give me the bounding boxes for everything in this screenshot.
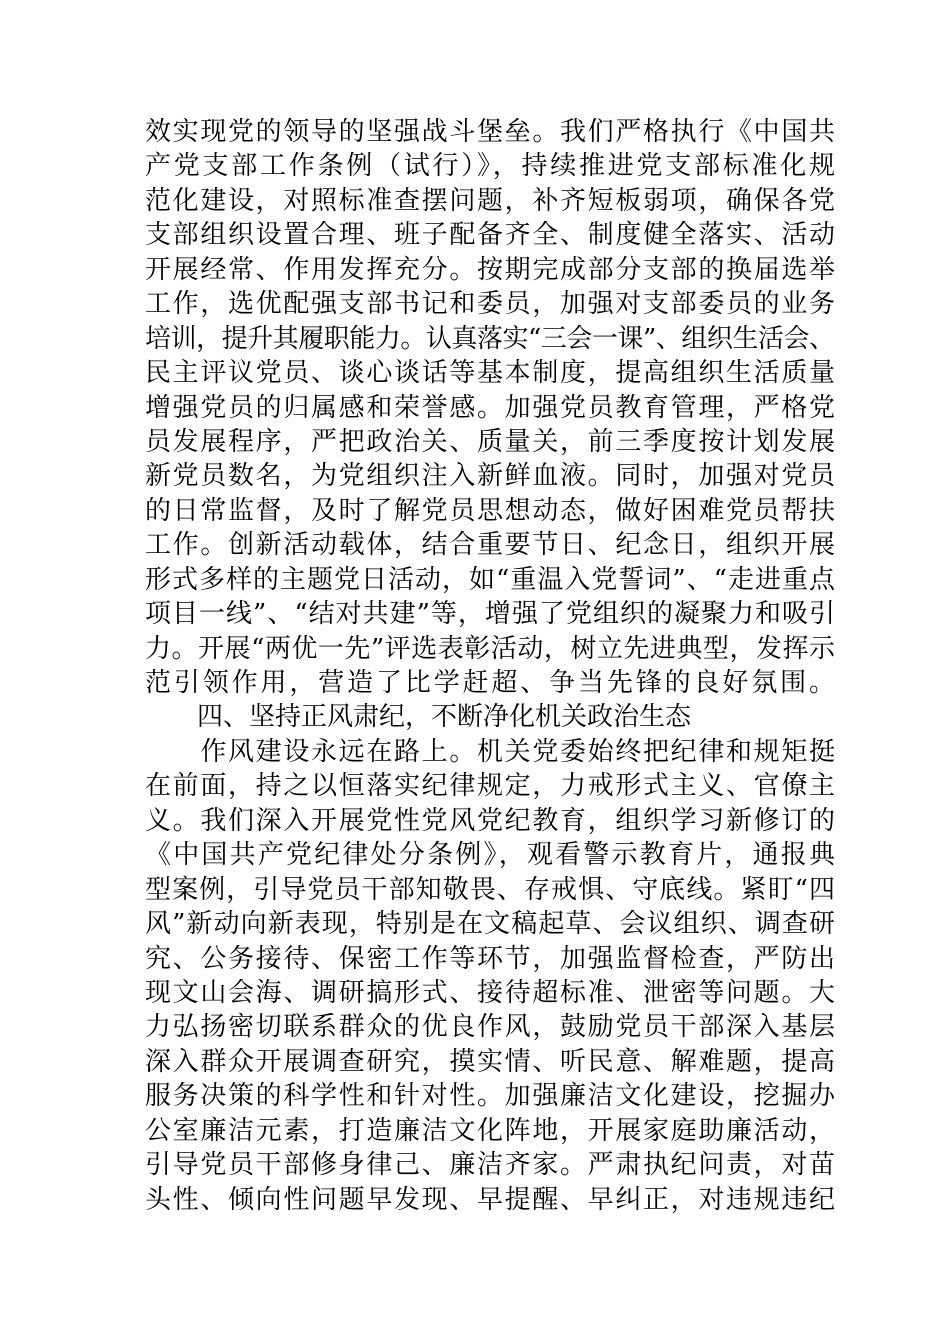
- text-line: 工作。创新活动载体，结合重要节日、纪念日，组织开展: [145, 530, 837, 561]
- text-line: 范引领作用，营造了比学赶超、争当先锋的良好氛围。: [145, 668, 838, 698]
- text-line: 工作，选优配强支部书记和委员，加强对支部委员的业务: [145, 289, 837, 320]
- text-line: 形式多样的主题党日活动，如“重温入党誓词”、“走进重点: [145, 564, 836, 595]
- text-line: 风”新动向新表现，特别是在文稿起草、会议组织、调查研: [145, 909, 837, 940]
- text-line: 开展经常、作用发挥充分。按期完成部分支部的换届选举: [145, 254, 837, 285]
- text-line: 四、坚持正风肃纪，不断净化机关政治生态: [145, 702, 692, 733]
- text-line: 现文山会海、调研搞形式、接待超标准、泄密等问题。大: [145, 977, 837, 1008]
- text-line: 服务决策的科学性和针对性。加强廉洁文化建设，挖掘办: [145, 1081, 837, 1112]
- text-line: 型案例，引导党员干部知敬畏、存戒惧、守底线。紧盯“四: [145, 874, 837, 905]
- text-line: 员发展程序，严把政治关、质量关，前三季度按计划发展: [145, 426, 837, 457]
- text-line: 作风建设永远在路上。机关党委始终把纪律和规矩挺: [145, 736, 837, 767]
- text-line: 深入群众开展调查研究，摸实情、听民意、解难题，提高: [145, 1046, 837, 1077]
- text-line: 力弘扬密切联系群众的优良作风，鼓励党员干部深入基层: [145, 1012, 837, 1043]
- text-line: 支部组织设置合理、班子配备齐全、制度健全落实、活动: [145, 220, 837, 251]
- text-line: 引导党员干部修身律己、廉洁齐家。严肃执纪问责，对苗: [145, 1150, 837, 1181]
- text-line: 义。我们深入开展党性党风党纪教育，组织学习新修订的: [145, 805, 837, 836]
- text-line: 培训，提升其履职能力。认真落实“三会一课”、组织生活会、: [145, 323, 835, 354]
- text-line: 效实现党的领导的坚强战斗堡垒。我们严格执行《中国共: [145, 117, 837, 147]
- text-line: 民主评议党员、谈心谈话等基本制度，提高组织生活质量: [145, 358, 837, 389]
- text-line: 新党员数名，为党组织注入新鲜血液。同时，加强对党员: [145, 461, 837, 492]
- text-line: 的日常监督，及时了解党员思想动态，做好困难党员帮扶: [145, 495, 837, 526]
- text-line: 产党支部工作条例（试行）》，持续推进党支部标准化规: [145, 151, 838, 182]
- text-line: 增强党员的归属感和荣誉感。加强党员教育管理，严格党: [145, 392, 837, 423]
- text-line: 究、公务接待、保密工作等环节，加强监督检查，严防出: [145, 943, 837, 974]
- text-line: 《中国共产党纪律处分条例》，观看警示教育片，通报典: [145, 840, 838, 871]
- text-line: 力。开展“两优一先”评选表彰活动，树立先进典型，发挥示: [145, 633, 836, 664]
- document-body: [145, 115, 838, 1217]
- text-line: 在前面，持之以恒落实纪律规定，力戒形式主义、官僚主: [145, 771, 837, 802]
- text-line: 公室廉洁元素，打造廉洁文化阵地，开展家庭助廉活动，: [145, 1115, 837, 1146]
- text-line: 头性、倾向性问题早发现、早提醒、早纠正，对违规违纪: [145, 1184, 837, 1215]
- text-line: 范化建设，对照标准查摆问题，补齐短板弱项，确保各党: [145, 185, 837, 216]
- text-line: 项目一线”、“结对共建”等，增强了党组织的凝聚力和吸引: [145, 599, 836, 630]
